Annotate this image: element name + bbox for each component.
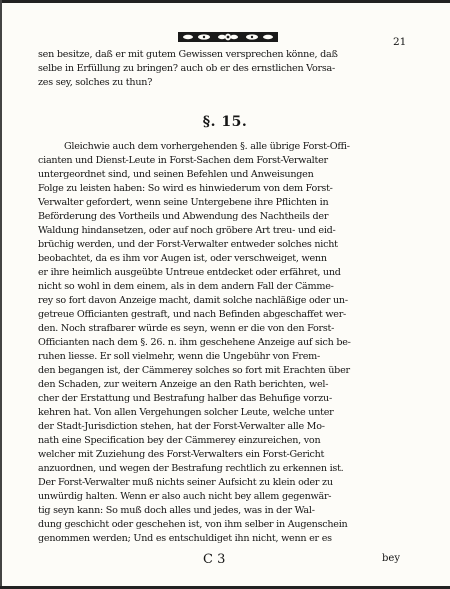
text-line: beobachtet, da es ihm vor Augen ist, oder verschweiget, wenn [38, 253, 327, 264]
text-line: Gleichwie auch dem vorhergehenden §. alle übrige Forst-Offi- [64, 141, 350, 152]
text-line: sen besitze, daß er mit gutem Gewissen versprechen könne, daß [38, 49, 338, 60]
text-line: cher der Erstattung und Bestrafung halber das Behufige vorzu- [38, 393, 332, 404]
section-heading: §. 15. [202, 114, 248, 130]
text-line: unwürdig halten. Wenn er also auch nicht bey allem gegenwär- [38, 491, 332, 502]
page-number: 21 [393, 36, 407, 48]
text-line: zes sey, solches zu thun? [38, 77, 153, 88]
text-line: der Stadt-Jurisdiction stehen, hat der Forst-Verwalter alle Mo- [38, 421, 325, 432]
text-line: getreue Officianten gestraft, und nach Befinden abgeschaffet wer- [38, 309, 347, 320]
text-line: brüchig werden, und der Forst-Verwalter entweder solches nicht [38, 239, 338, 250]
text-line: kehren hat. Von allen Vergehungen solcher Leute, welche unter [38, 407, 334, 418]
text-line: nicht so wohl in dem einem, als in dem andern Fall der Cämme- [38, 281, 334, 292]
text-line: genommen werden; Und es entschuldiget ihn nicht, wenn er es [38, 533, 332, 544]
text-line: den. Noch strafbarer würde es seyn, wenn er die von den Forst- [38, 323, 335, 334]
text-line: Verwalter gefordert, wenn seine Untergebene ihre Pflichten in [38, 197, 329, 208]
headpiece-ornament [178, 30, 278, 44]
text-line: nath eine Specification bey der Cämmerey einzureichen, von [38, 435, 321, 446]
text-line: ruhen liesse. Er soll vielmehr, wenn die Ungebühr von Frem- [38, 351, 321, 362]
text-line: tig seyn kann: So muß doch alles und jedes, was in der Wal- [38, 505, 315, 516]
scan-border-left [0, 0, 2, 589]
text-line: anzuordnen, und wegen der Bestrafung rechtlich zu erkennen ist. [38, 463, 344, 474]
text-line: dung geschicht oder geschehen ist, von ihm selber in Augenschein [38, 519, 348, 530]
text-line: cianten und Dienst-Leute in Forst-Sachen dem Forst-Verwalter [38, 155, 328, 166]
signature-mark: C 3 [203, 552, 226, 567]
text-line: Der Forst-Verwalter muß nichts seiner Aufsicht zu klein oder zu [38, 477, 333, 488]
text-line: Folge zu leisten haben: So wird es hinwiederum von dem Forst- [38, 183, 333, 194]
text-line: Beförderung des Vortheils und Abwendung des Nachtheils der [38, 211, 329, 222]
text-line: selbe in Erfüllung zu bringen? auch ob er des ernstlichen Vorsa- [38, 63, 335, 74]
text-line: Waldung hindansetzen, oder auf noch gröbere Art treu- und eid- [38, 225, 336, 236]
catchword: bey [382, 553, 400, 564]
text-line: er ihre heimlich ausgeübte Untreue entdecket oder erfähret, und [38, 267, 341, 278]
text-line: welcher mit Zuziehung des Forst-Verwalters ein Forst-Gericht [38, 449, 325, 460]
text-line: untergeordnet sind, und seinen Befehlen und Anweisungen [38, 169, 314, 180]
scan-border-top [0, 0, 450, 3]
text-line: den Schaden, zur weitern Anzeige an den Rath berichten, wel- [38, 379, 329, 390]
text-line: Officianten nach dem §. 26. n. ihm geschehene Anzeige auf sich be- [38, 337, 351, 348]
text-line: den begangen ist, der Cämmerey solches so fort mit Erachten über [38, 365, 350, 376]
text-line: rey so fort davon Anzeige macht, damit solche nachläßige oder un- [38, 295, 348, 306]
